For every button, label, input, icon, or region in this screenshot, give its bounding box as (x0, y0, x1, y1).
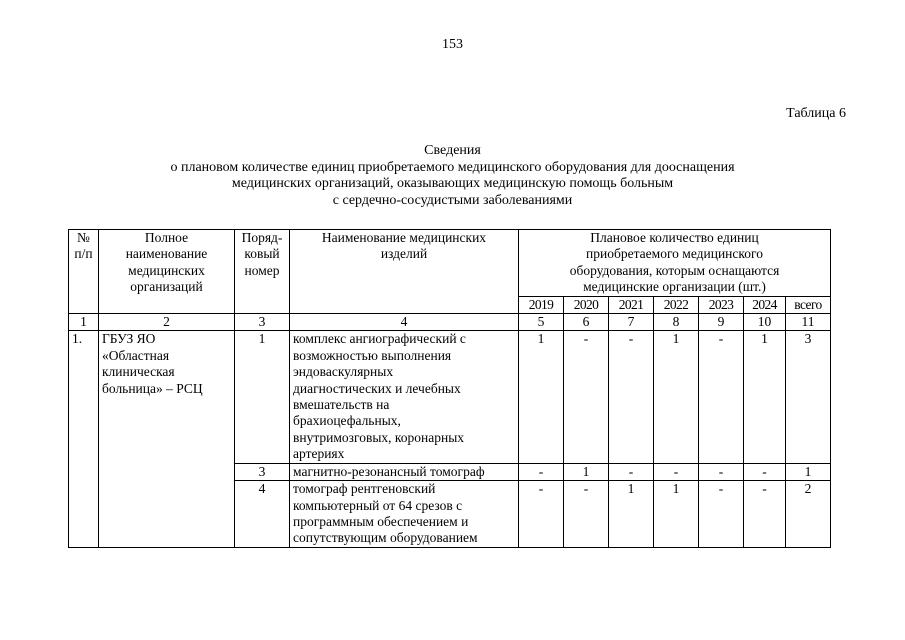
heading-line: Сведения (424, 143, 481, 158)
value-cell: 1 (654, 481, 699, 548)
table-heading (0, 143, 905, 209)
column-number: 3 (235, 314, 290, 331)
column-number-row (69, 314, 831, 331)
header-order (235, 230, 290, 314)
total-cell: 3 (786, 331, 831, 463)
header-org (99, 230, 235, 314)
header-text: оборудования, которым оснащаются (569, 262, 780, 278)
value-cell: - (654, 463, 699, 480)
total-cell: 2 (786, 481, 831, 548)
value-cell: - (699, 331, 744, 463)
org-name-text: больница» – РСЦ (102, 380, 203, 396)
org-name-cell (99, 331, 235, 547)
header-text: наименование (125, 246, 208, 262)
value-cell: 1 (654, 331, 699, 463)
header-text: п/п (74, 246, 93, 262)
header-text: медицинских (128, 262, 205, 278)
org-name-text: клиническая (102, 364, 175, 380)
order-cell: 3 (235, 463, 290, 480)
column-number: 6 (564, 314, 609, 331)
value-cell: - (609, 463, 654, 480)
year-cell: 2023 (699, 296, 744, 313)
column-number: 9 (699, 314, 744, 331)
value-cell: - (699, 481, 744, 548)
page-number: 153 (442, 37, 463, 52)
value-cell: - (519, 463, 564, 480)
column-number: 2 (99, 314, 235, 331)
column-number: 1 (69, 314, 99, 331)
value-cell: - (609, 331, 654, 463)
item-name-text: возможностью выполнения (293, 347, 452, 363)
order-cell: 4 (235, 481, 290, 548)
order-cell: 1 (235, 331, 290, 463)
heading-line: о плановом количестве единиц приобретаемого медицинского оборудования для дооснащения (170, 159, 735, 175)
item-name-cell (290, 481, 519, 548)
item-name-cell (290, 331, 519, 463)
item-name-text: компьютерный от 64 срезов с (293, 497, 463, 513)
item-name-text: внутримозговых, коронарных (293, 429, 465, 445)
item-name-text: сопутствующим оборудованием (293, 530, 478, 546)
value-cell: - (699, 463, 744, 480)
column-number: 5 (519, 314, 564, 331)
table-label: Таблица 6 (786, 106, 846, 121)
year-cell: 2024 (744, 296, 786, 313)
value-cell: 1 (564, 463, 609, 480)
header-item (290, 230, 519, 314)
year-cell: 2021 (609, 296, 654, 313)
column-number: 8 (654, 314, 699, 331)
equipment-table (68, 229, 831, 548)
column-number: 10 (744, 314, 786, 331)
item-name-text: диагностических и лечебных (293, 380, 461, 396)
value-cell: - (564, 481, 609, 548)
header-text: Наименование медицинских (321, 230, 487, 245)
value-cell: 1 (609, 481, 654, 548)
header-text: приобретаемого медицинского (586, 246, 763, 262)
value-cell: - (744, 463, 786, 480)
value-cell: - (519, 481, 564, 548)
column-number: 11 (786, 314, 831, 331)
header-text: ковый (244, 246, 280, 262)
total-cell: 1 (786, 463, 831, 480)
heading-line: с сердечно-сосудистыми заболеваниями (332, 192, 573, 208)
item-name-cell (290, 463, 519, 480)
header-plan (519, 230, 831, 297)
row-number-cell: 1. (69, 331, 99, 547)
item-name-text: программным обеспечением и (293, 513, 469, 529)
heading-line: медицинских организаций, оказывающих медицинскую помощь больным (231, 176, 674, 191)
header-text: изделий (380, 246, 428, 262)
column-number: 4 (290, 314, 519, 331)
item-name-text: брахиоцефальных, (293, 413, 401, 429)
header-text: медицинские организации (шт.) (583, 279, 766, 295)
header-text: Поряд- (241, 230, 283, 245)
header-num (69, 230, 99, 314)
column-number: 7 (609, 314, 654, 331)
item-name-text: комплекс ангиографический с (293, 331, 466, 347)
item-name-text: вмешательств на (293, 397, 390, 413)
header-text: организаций (130, 279, 203, 295)
value-cell: - (744, 481, 786, 548)
value-cell: 1 (519, 331, 564, 463)
header-text: Плановое количество единиц (590, 230, 759, 245)
item-name-text: артериях (293, 446, 345, 462)
year-cell: 2022 (654, 296, 699, 313)
value-cell: 1 (744, 331, 786, 463)
header-text: № (77, 230, 90, 245)
org-name-text: ГБУЗ ЯО (102, 331, 156, 347)
table-row (69, 331, 831, 463)
year-cell: 2020 (564, 296, 609, 313)
year-cell: 2019 (519, 296, 564, 313)
total-header-cell: всего (786, 296, 831, 313)
org-name-text: «Областная (102, 347, 170, 363)
header-text: номер (244, 262, 280, 278)
header-text: Полное (144, 230, 189, 245)
value-cell: - (564, 331, 609, 463)
item-name-text: магнитно-резонансный томограф (293, 463, 485, 479)
item-name-text: эндоваскулярных (293, 364, 394, 380)
item-name-text: томограф рентгеновский (293, 481, 436, 497)
header-row (69, 230, 831, 297)
